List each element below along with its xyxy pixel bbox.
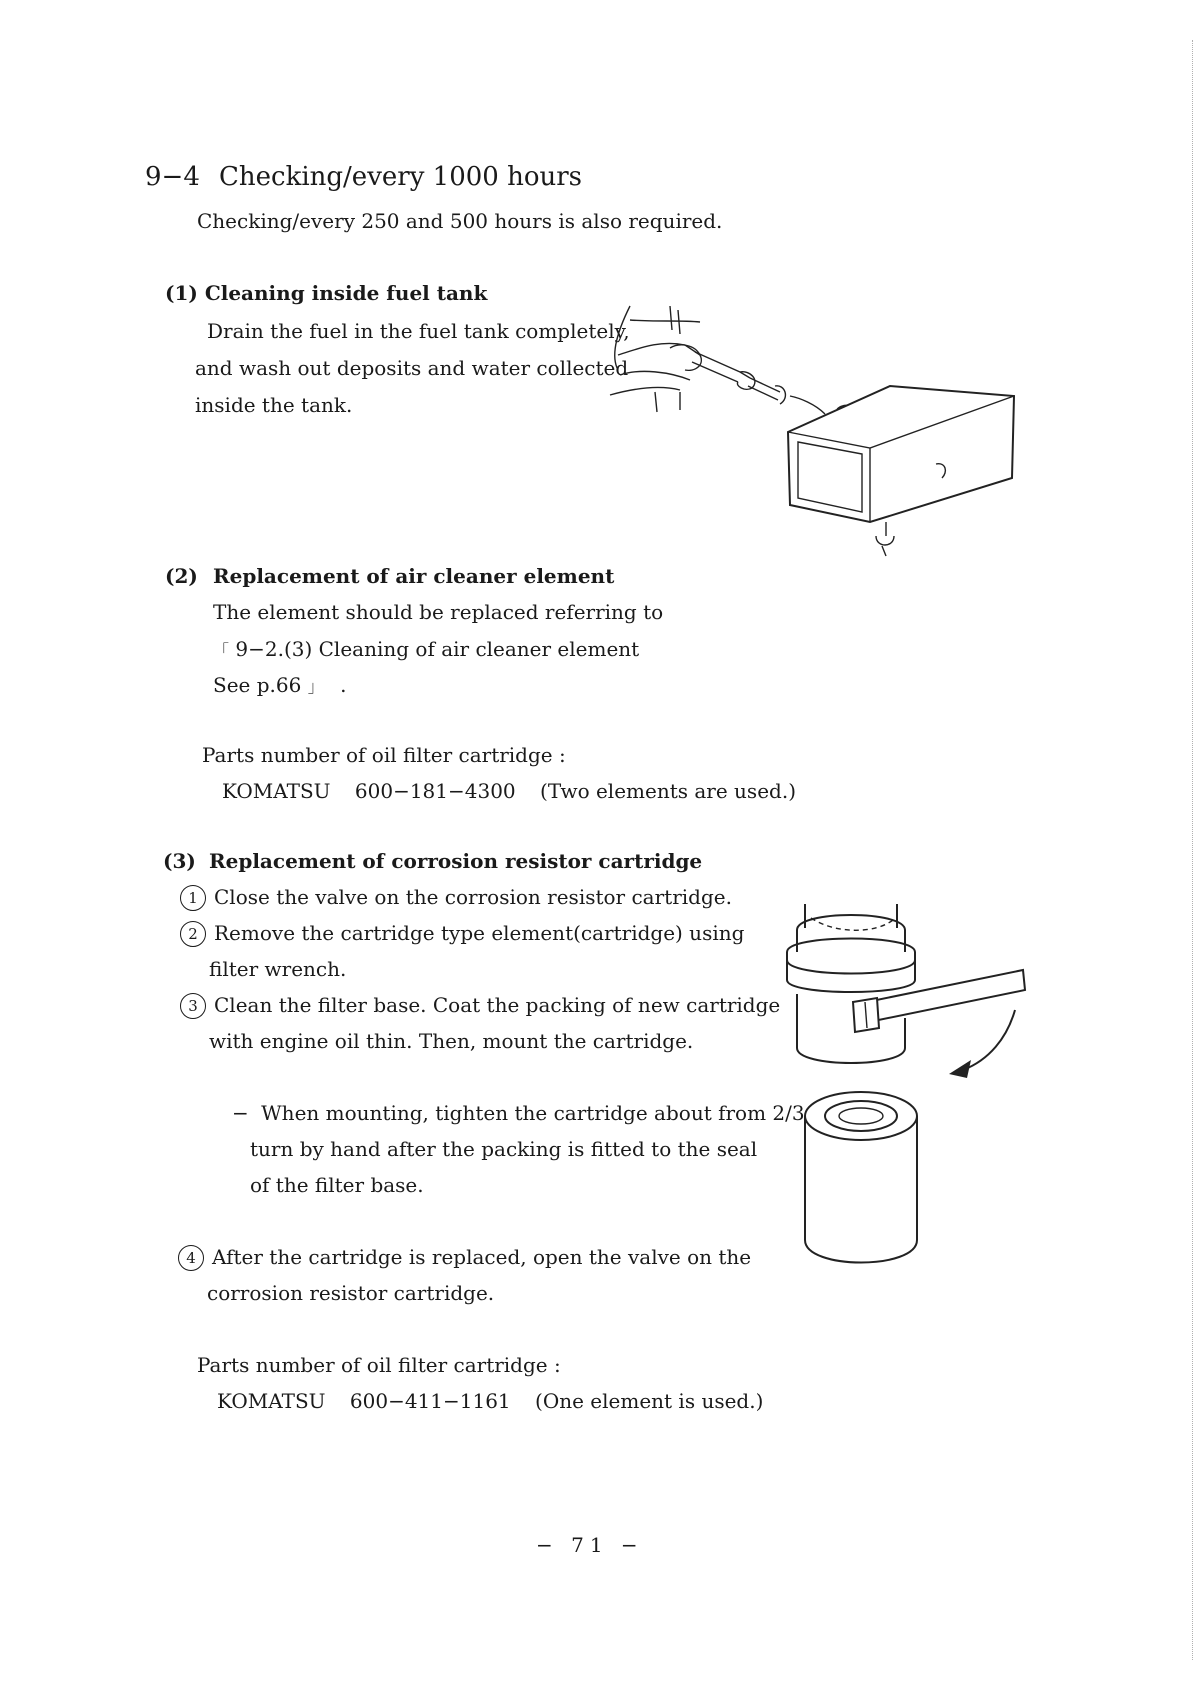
step-number-icon: 1 [180,885,206,911]
section-number: 9−4 [145,162,200,192]
step-number-icon: 2 [180,921,206,947]
note-dash: − [232,1101,249,1125]
open-bracket: 「 [213,641,230,660]
filter-wrench-illustration [775,900,1035,1290]
parts-maker: KOMATSU [222,779,331,803]
close-bracket: 」 [307,677,324,696]
item2-line1: The element should be replaced referring to [213,600,664,624]
item1-title: Cleaning inside fuel tank [204,281,488,305]
note-line: of the filter base. [250,1173,424,1197]
item2-page-ref: See p.66 [213,673,302,697]
step-2-cont: filter wrench. [209,957,347,981]
step-4 [178,1244,751,1271]
item1-line: and wash out deposits and water collected [195,356,629,380]
step-3 [180,992,780,1019]
section-note: Checking/every 250 and 500 hours is also required. [197,209,723,233]
step-text: Remove the cartridge type element(cartridge) using [214,921,745,945]
parts-number: 600−411−1161 [349,1389,511,1413]
item1-line: Drain the fuel in the fuel tank completely, [207,319,630,343]
section-heading [145,162,582,192]
item1-label: (1) [165,281,198,305]
parts-note: (Two elements are used.) [540,779,796,803]
page-number: − 71 − [536,1533,644,1557]
step-2 [180,920,744,947]
step-text: After the cartridge is replaced, open the valve on the [212,1245,752,1269]
section-title: Checking/every 1000 hours [219,162,582,192]
item2-reference: 9−2.(3) Cleaning of air cleaner element [235,637,640,661]
item2-label: (2) [165,564,198,588]
step-text: Clean the filter base. Coat the packing of new cartridge [214,993,781,1017]
item2-period: . [340,673,347,697]
item2-parts-label: Parts number of oil filter cartridge : [202,743,566,767]
parts-note: (One element is used.) [535,1389,764,1413]
step-1 [180,884,732,911]
item2-parts-line [222,778,796,804]
step-number-icon: 3 [180,993,206,1019]
item2-line2 [213,636,639,664]
item3-parts-label: Parts number of oil filter cartridge : [197,1353,561,1377]
scan-edge-line [1192,40,1195,1660]
item2-title: Replacement of air cleaner element [213,564,615,588]
step-3-cont: with engine oil thin. Then, mount the cartridge. [209,1029,694,1053]
note-line: turn by hand after the packing is fitted to the seal [250,1137,758,1161]
item3-heading [163,848,702,874]
item3-title: Replacement of corrosion resistor cartridge [209,849,703,873]
item3-parts-line [217,1388,763,1414]
step-4-cont: corrosion resistor cartridge. [207,1281,495,1305]
item3-label: (3) [163,849,196,873]
step-number-icon: 4 [178,1245,204,1271]
item1-heading [165,280,487,306]
mounting-note [232,1100,805,1126]
fuel-tank-illustration [600,300,1030,560]
item2-line3 [213,672,346,700]
step-text: Close the valve on the corrosion resistor cartridge. [214,885,732,909]
item2-heading [165,563,614,589]
parts-maker: KOMATSU [217,1389,326,1413]
note-line: When mounting, tighten the cartridge about from 2/3 [261,1101,805,1125]
item1-line: inside the tank. [195,393,353,417]
parts-number: 600−181−4300 [354,779,516,803]
